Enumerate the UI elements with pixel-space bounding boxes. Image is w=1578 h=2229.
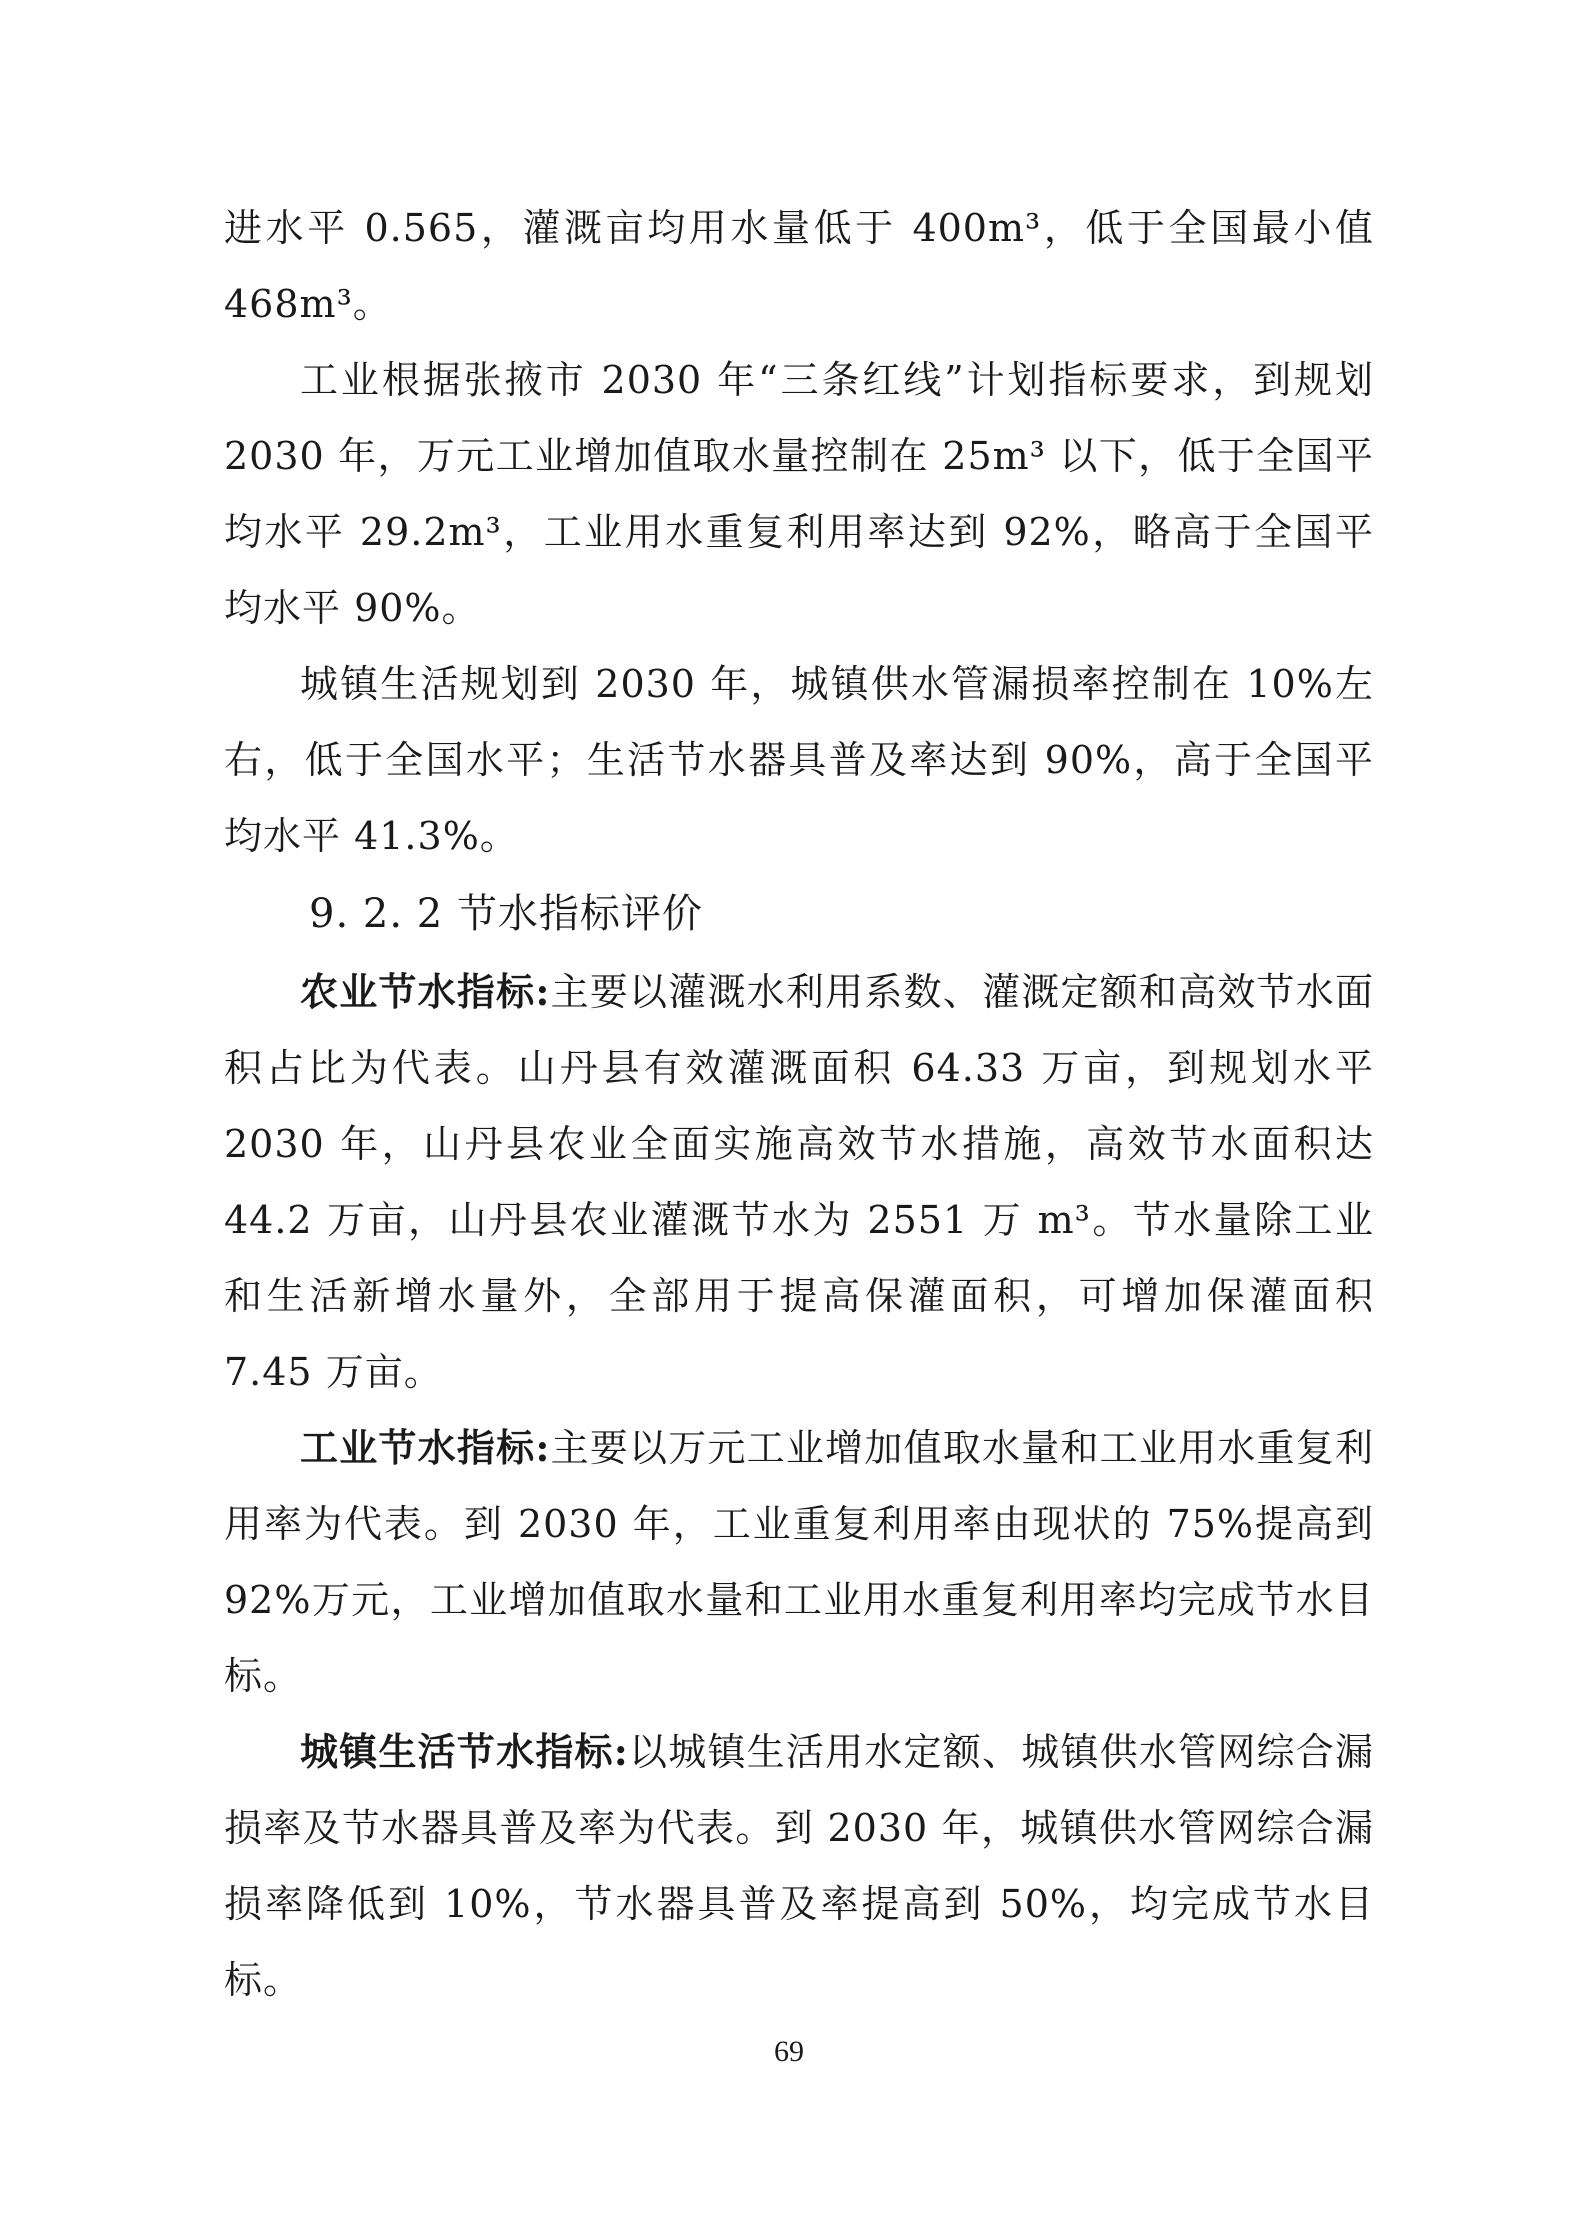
page-number: 69 [774,2035,804,2068]
paragraph-agriculture-indicator [224,954,1374,1410]
paragraph-continuation: 进水平 0.565，灌溉亩均用水量低于 400m³，低于全国最小值 468m³。 [224,206,1374,326]
document-body [224,190,1374,2018]
industry-indicator-text: 主要以万元工业增加值取水量和工业用水重复利用率为代表。到 2030 年，工业重复利用率由现状的 75%提高到 92%万元，工业增加值取水量和工业用水重复利用率均完成节水目标。 [224,1426,1374,1698]
paragraph-industry-target: 工业根据张掖市 2030 年“三条红线”计划指标要求，到规划 2030 年，万元工业增加值取水量控制在 25m³ 以下，低于全国平均水平 29.2m³，工业用水重复利用率达到 92%，略高于全国平均水平 90%。 [224,358,1374,630]
section-title: 节水指标评价 [456,891,703,937]
paragraph-urban-target: 城镇生活规划到 2030 年，城镇供水管漏损率控制在 10%左右，低于全国水平；生活节水器具普及率达到 90%，高于全国平均水平 41.3%。 [224,662,1374,858]
urban-indicator-text: 以城镇生活用水定额、城镇供水管网综合漏损率及节水器具普及率为代表。到 2030 年，城镇供水管网综合漏损率降低到 10%，节水器具普及率提高到 50%，均完成节水目标。 [224,1730,1374,2002]
urban-indicator-label: 城镇生活节水指标: [300,1729,629,1774]
industry-indicator-label: 工业节水指标: [300,1425,551,1470]
agriculture-indicator-text: 主要以灌溉水利用系数、灌溉定额和高效节水面积占比为代表。山丹县有效灌溉面积 64.33 万亩，到规划水平 2030 年，山丹县农业全面实施高效节水措施，高效节水面积达 44.2 万亩，山丹县农业灌溉节水为 2551 万 m³。节水量除工业和生活新增水量外，全部用于提高保灌面积，可增加保灌面积 7.45 万亩。 [224,970,1374,1394]
paragraph-urban-indicator [224,1714,1374,2018]
agriculture-indicator-label: 农业节水指标: [300,969,551,1014]
section-number: 9. 2. 2 [309,891,444,937]
paragraph-industry-indicator [224,1410,1374,1714]
section-heading [224,874,1374,954]
